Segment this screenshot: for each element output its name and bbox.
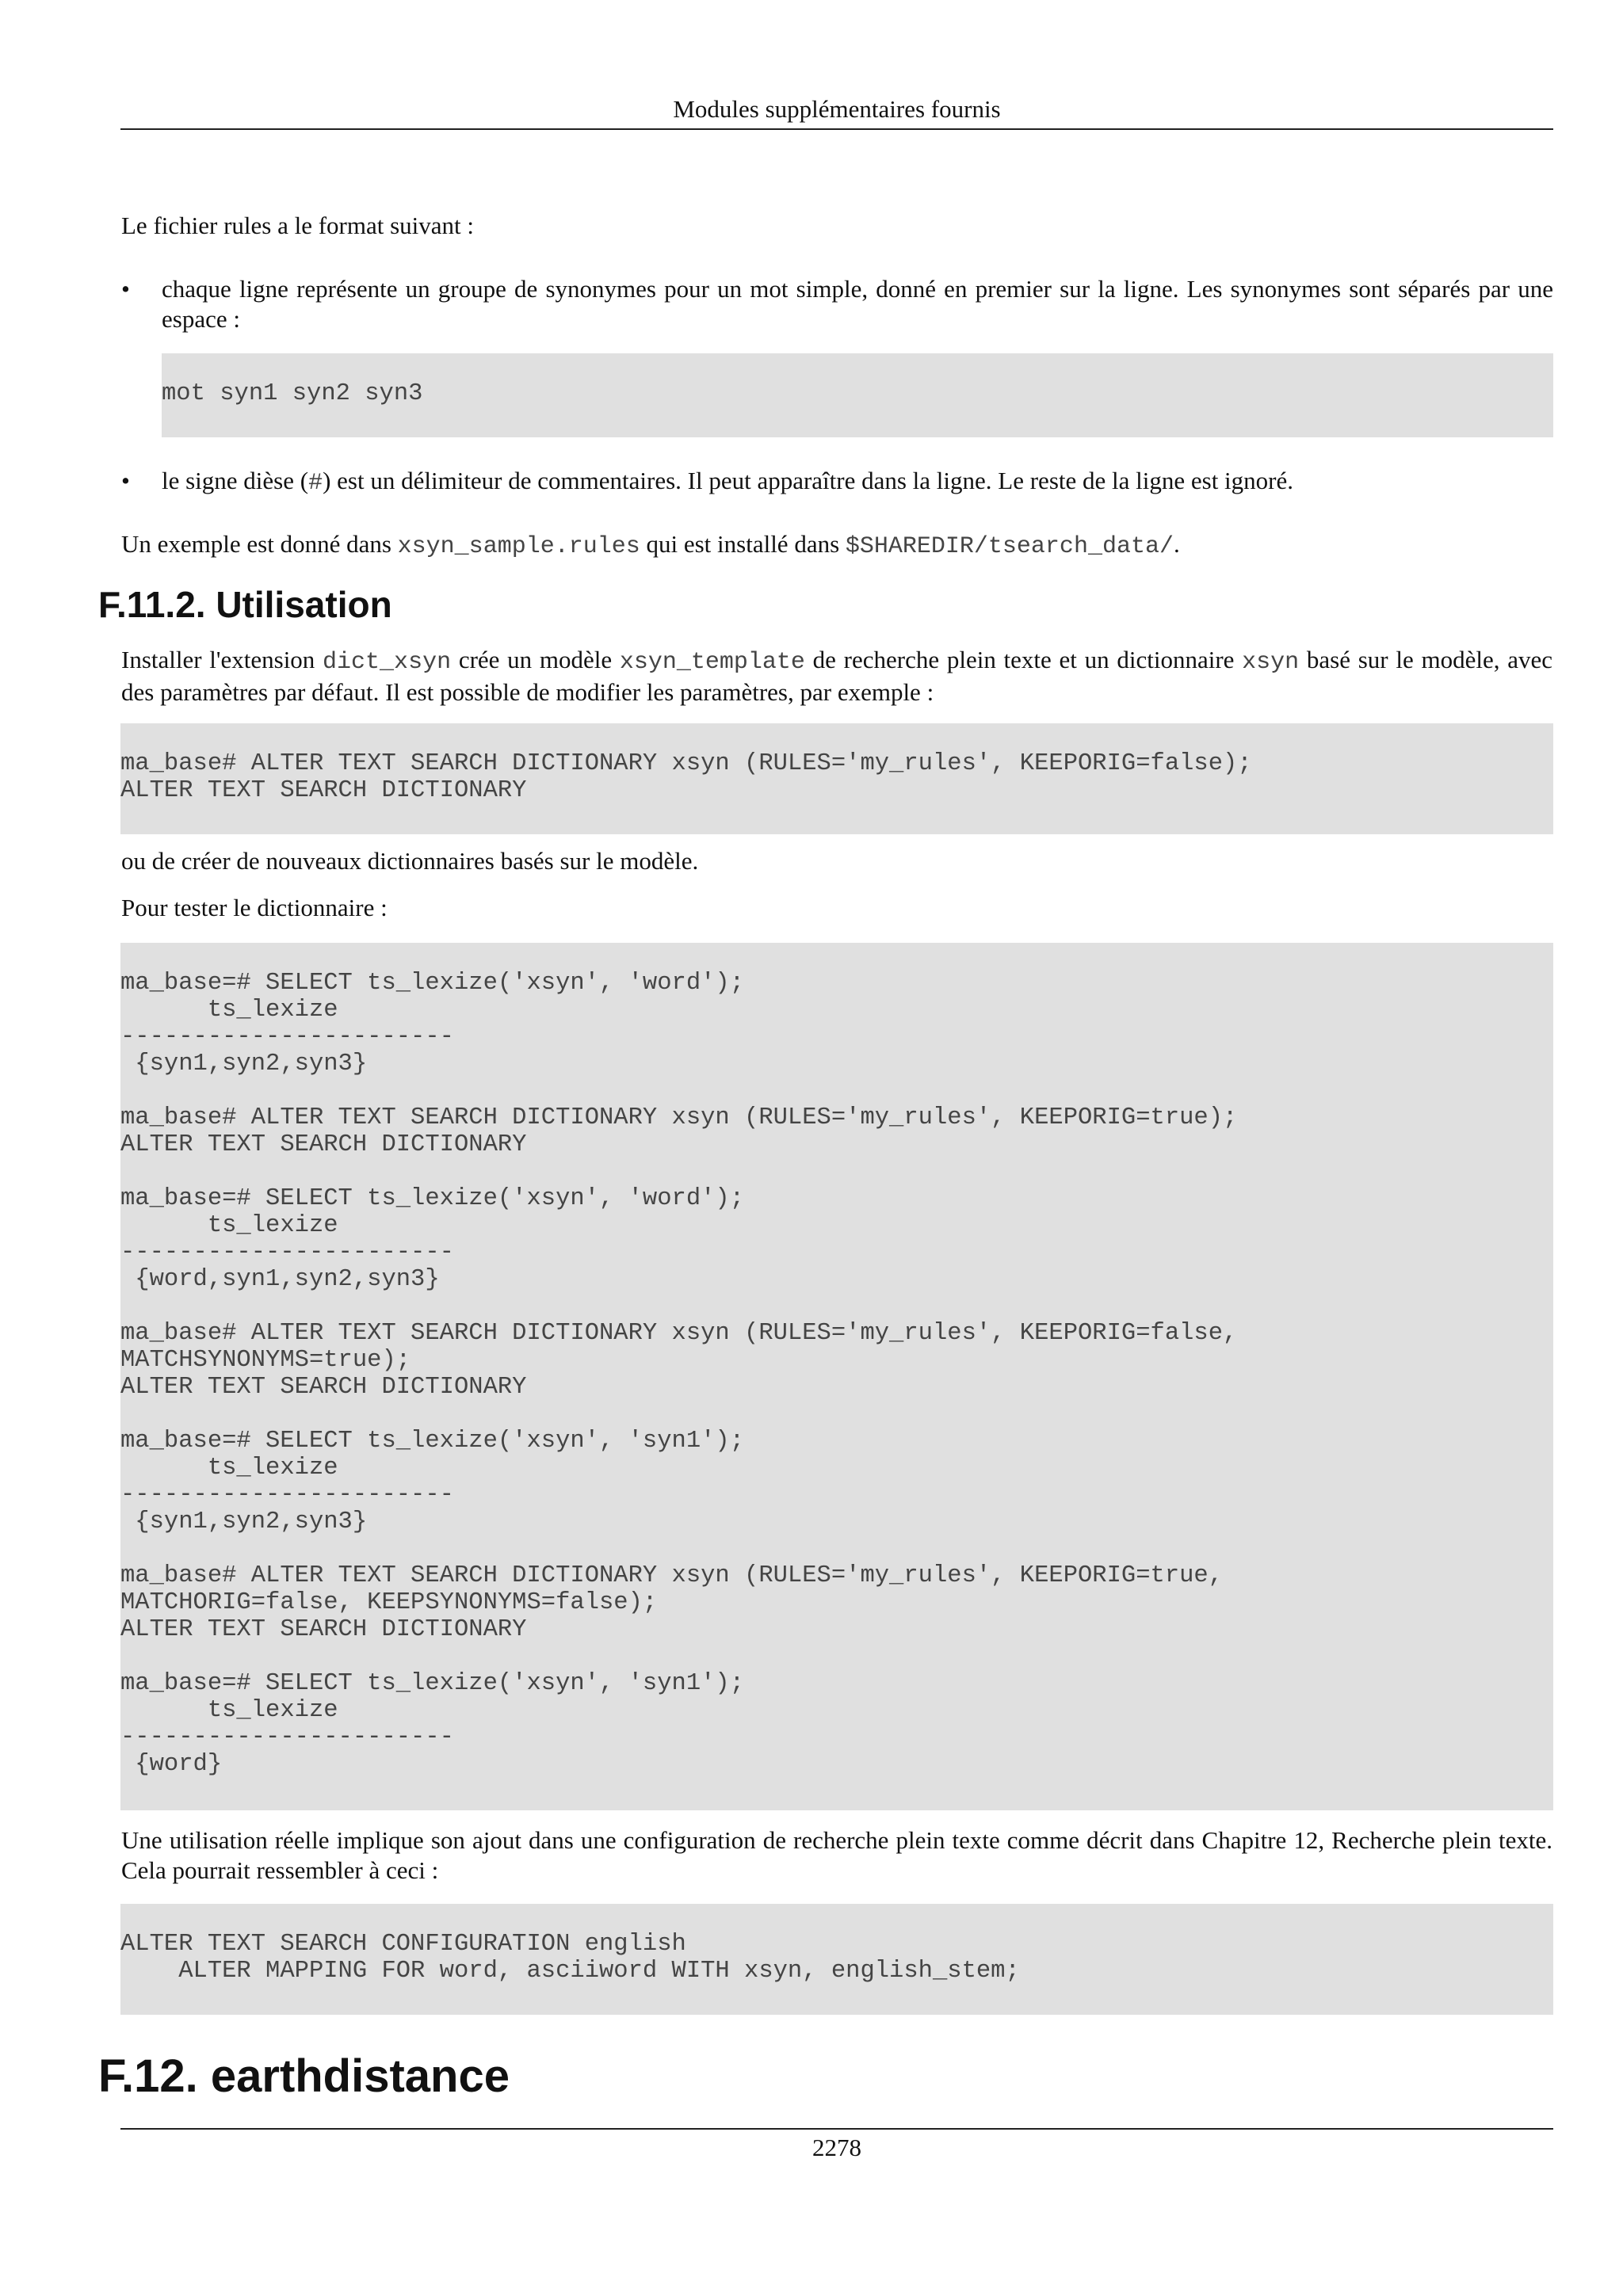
rules-format-paragraph: Le fichier rules a le format suivant : xyxy=(121,212,475,239)
paragraph-text: de recherche plein texte et un dictionnaire xyxy=(804,646,1243,673)
header-rule xyxy=(120,128,1553,130)
inline-code: dict_xsyn xyxy=(323,649,452,676)
bullet-text: le signe dièse ( xyxy=(162,467,309,494)
inline-code: xsyn xyxy=(1242,649,1300,676)
inline-code-directory: $SHAREDIR/tsearch_data/ xyxy=(845,533,1174,560)
real-usage-paragraph: Une utilisation réelle implique son ajout dans une configuration de recherche plein texte comme décrit dans Chapitre 12, Recherche plein texte. Cela pourrait ressembler à ceci : xyxy=(121,1826,1552,1884)
paragraph-text: . xyxy=(1173,530,1180,558)
code-block-alter-dictionary: ma_base# ALTER TEXT SEARCH DICTIONARY xsyn (RULES='my_rules', KEEPORIG=false); ALTER TEXT SEARCH DICTIONARY xyxy=(120,723,1553,834)
paragraph-text: crée un modèle xyxy=(451,646,620,673)
paragraph-text: Un exemple est donné dans xyxy=(121,530,398,558)
create-new-dictionaries-paragraph: ou de créer de nouveaux dictionnaires basés sur le modèle. xyxy=(121,847,699,875)
bullet-item-2 xyxy=(162,466,1553,498)
inline-code-filename: xsyn_sample.rules xyxy=(397,533,640,560)
chapter-heading-earthdistance: F.12. earthdistance xyxy=(98,2050,510,2102)
test-dictionary-paragraph: Pour tester le dictionnaire : xyxy=(121,894,388,921)
paragraph-text: basé sur le modèle, avec des paramètres par défaut. Il est possible de modifier les paramètres, par exemple : xyxy=(121,646,1552,706)
paragraph-text: qui est installé dans xyxy=(640,530,846,558)
usage-intro-paragraph xyxy=(121,645,1552,707)
inline-code: xsyn_template xyxy=(619,649,805,676)
paragraph-text: Installer l'extension xyxy=(121,646,323,673)
bullet-marker: • xyxy=(121,275,130,303)
code-block-test-dictionary: ma_base=# SELECT ts_lexize('xsyn', 'word'); ts_lexize ----------------------- {syn1,syn2,syn3} ma_base# ALTER TEXT SEARCH DICTIONARY xsyn (RULES='my_rules', KEEPORIG=true); ALTER TEXT SEARCH DICTIONARY ma_base=# SELECT ts_lexize('xsyn', 'word'); ts_lexize ----------------------- {word,syn1,syn2,syn3} ma_base# ALTER TEXT SEARCH DICTIONARY xsyn (RULES='my_rules', KEEPORIG=false, MATCHSYNONYMS=true); ALTER TEXT SEARCH DICTIONARY ma_base=# SELECT ts_lexize('xsyn', 'syn1'); ts_lexize ----------------------- {syn1,syn2,syn3} ma_base# ALTER TEXT SEARCH DICTIONARY xsyn (RULES='my_rules', KEEPORIG=true, MATCHORIG=false, KEEPSYNONYMS=false); ALTER TEXT SEARCH DICTIONARY ma_base=# SELECT ts_lexize('xsyn', 'syn1'); ts_lexize ----------------------- {word} xyxy=(120,943,1553,1810)
bullet-marker: • xyxy=(121,467,130,494)
section-heading-utilisation: F.11.2. Utilisation xyxy=(98,584,392,625)
running-header: Modules supplémentaires fournis xyxy=(673,95,1001,123)
footer-rule xyxy=(120,2128,1553,2130)
bullet-text: ) est un délimiteur de commentaires. Il peut apparaître dans la ligne. Le reste de la ligne est ignoré. xyxy=(323,467,1294,494)
code-block-rules-example: mot syn1 syn2 syn3 xyxy=(162,353,1553,437)
inline-code: # xyxy=(308,470,323,497)
sample-file-paragraph xyxy=(121,529,1552,562)
code-block-configuration: ALTER TEXT SEARCH CONFIGURATION english ALTER MAPPING FOR word, asciiword WITH xsyn, english_stem; xyxy=(120,1904,1553,2015)
bullet-item-1: chaque ligne représente un groupe de synonymes pour un mot simple, donné en premier sur la ligne. Les synonymes sont séparés par une espace : xyxy=(162,275,1553,333)
page-number: 2278 xyxy=(812,2134,861,2161)
